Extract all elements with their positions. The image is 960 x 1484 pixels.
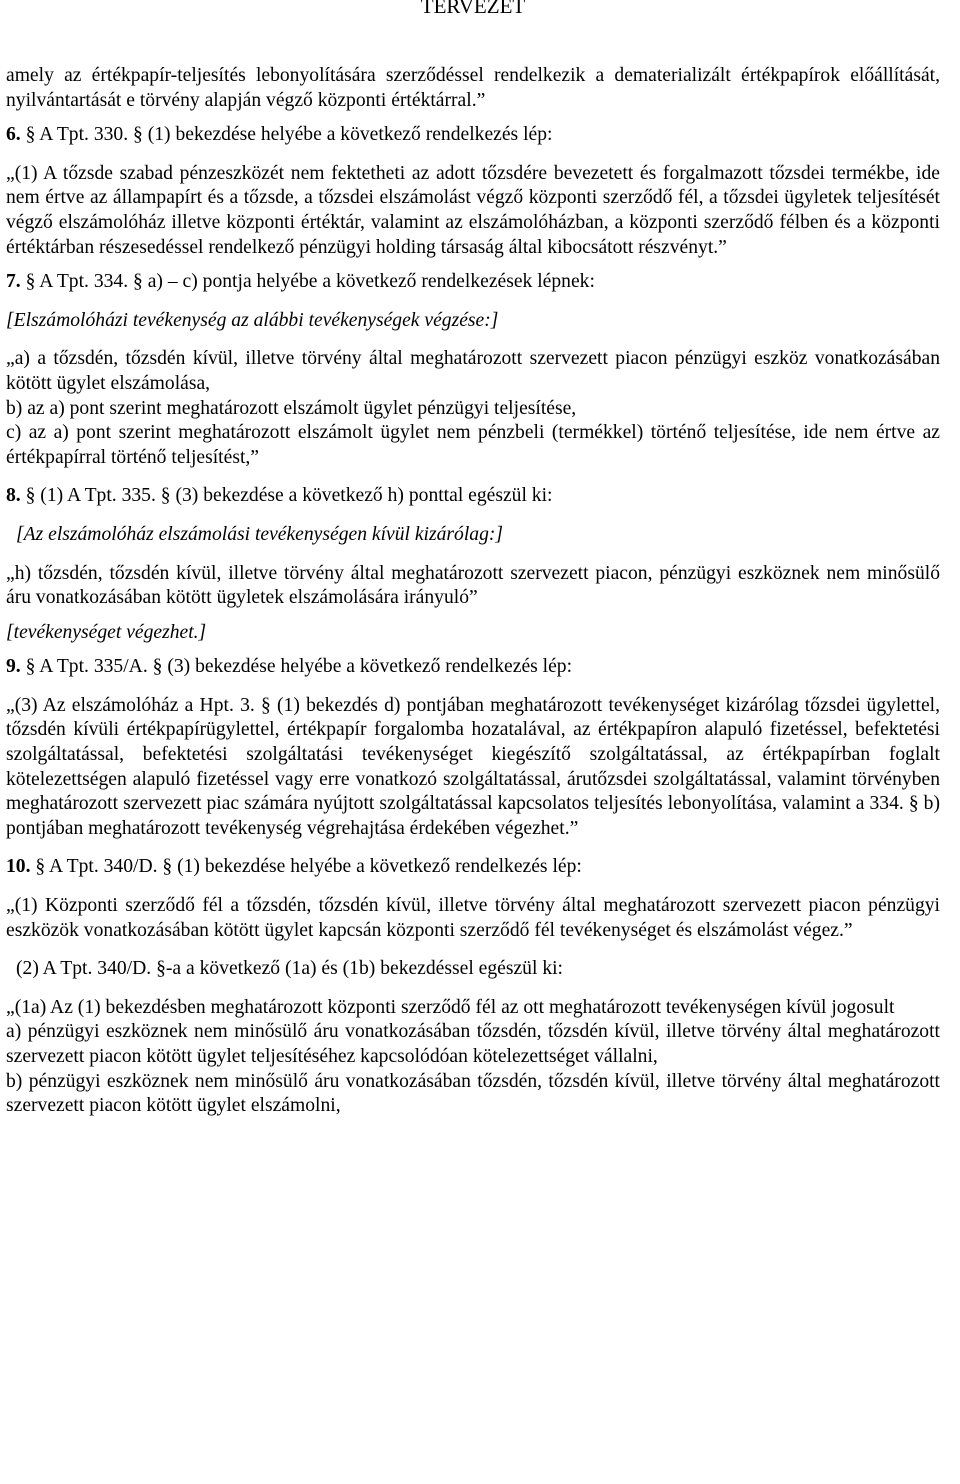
paragraph-section-10-1a: „(1a) Az (1) bekezdésben meghatározott központi szerződő fél az ott meghatározott tevékenységen kívül jogosult <box>6 996 895 1018</box>
italic-preamble: [Az elszámolóház elszámolási tevékenységen kívül kizárólag:] <box>16 523 504 545</box>
italic-preamble: [Elszámolóházi tevékenység az alábbi tevékenységek végzése:] <box>6 309 499 331</box>
section-heading-6 <box>6 123 940 148</box>
draft-header: TERVEZET <box>420 0 526 18</box>
section-number: 10. <box>6 856 31 878</box>
section-heading-text: § A Tpt. 330. § (1) bekezdése helyébe a következő rendelkezés lép: <box>25 124 553 146</box>
section-number: 7. <box>6 271 21 293</box>
paragraph-item-b: b) pénzügyi eszköznek nem minősülő áru vonatkozásában tőzsdén, tőzsdén kívül, illetve törvény által meghatározott szervezett piacon kötött ügylet elszámolni, <box>6 1070 940 1117</box>
paragraph-item-a: „a) a tőzsdén, tőzsdén kívül, illetve törvény által meghatározott szervezett piacon pénzügyi eszköz vonatkozásában kötött ügylet elszámolása, <box>6 348 940 394</box>
section-number: 9. <box>6 656 21 678</box>
section-number: 8. <box>6 485 21 507</box>
paragraph-item-h: „h) tőzsdén, tőzsdén kívül, illetve törvény által meghatározott szervezett piacon, pénzügyi eszköznek nem minősülő áru vonatkozásában kötött ügyletek elszámolására irányuló” <box>6 562 940 609</box>
section-heading-9 <box>6 655 940 680</box>
paragraph-item-c: c) az a) pont szerint meghatározott elszámolt ügylet nem pénzbeli (termékkel) történő teljesítése, ide nem értve az értékpapírral történő teljesítést,” <box>6 422 940 468</box>
section-number: 6. <box>6 124 21 146</box>
paragraph-section-10-1: „(1) Központi szerződő fél a tőzsdén, tőzsdén kívül, illetve törvény által meghatározott szervezett piacon pénzügyi eszközök vonatkozásában kötött ügylet kapcsán központi szerződő fél tevékenységet és elszámolást végez.” <box>6 895 940 941</box>
section-heading-8 <box>6 484 940 509</box>
section-heading-text: § A Tpt. 340/D. § (1) bekezdése helyébe a következő rendelkezés lép: <box>35 856 582 878</box>
italic-closing: [tevékenységet végezhet.] <box>6 621 207 643</box>
section-heading-text: § A Tpt. 335/A. § (3) bekezdése helyébe a következő rendelkezés lép: <box>25 656 573 678</box>
section-heading-10 <box>6 855 940 880</box>
paragraph-section-6: „(1) A tőzsde szabad pénzeszközét nem fektetheti az adott tőzsdére bevezetett és forgalmazott tőzsdei termékbe, ide nem értve az állampapírt és a tőzsde, a tőzsdei elszámolást végző központi szerződő fél, a tőzsdei ügyletek teljesítését végző elszámolóház illetve központi értéktár, valamint az elszámolóházban, a központi szerződő félben és a központi értéktárban részesedéssel rendelkező pénzügyi holding társaság által kibocsátott részvényt.” <box>6 162 940 258</box>
section-heading-text: § (1) A Tpt. 335. § (3) bekezdése a következő h) ponttal egészül ki: <box>25 485 553 507</box>
paragraph-section-9: „(3) Az elszámolóház a Hpt. 3. § (1) bekezdés d) pontjában meghatározott tevékenységet kizárólag tőzsdei ügylettel, tőzsdén kívüli értékpapírügylettel, értékpapír forgalomba hozatalával, az értékpapíron alapuló fizetéssel, befektetési szolgáltatással, befektetési szolgáltatási tevékenységet kiegészítő szolgáltatással, az értékpapírban foglalt kötelezettségen alapuló fizetéssel vagy erre vonatkozó szolgáltatással, árutőzsdei szolgáltatással, valamint törvényben meghatározott szervezett piac számára nyújtott szolgáltatással kapcsolatos teljesítés lebonyolítása, valamint a 334. § b) pontjában meghatározott tevékenység végrehajtása érdekében végezhet.” <box>6 694 940 839</box>
paragraph-item-a: a) pénzügyi eszköznek nem minősülő áru vonatkozásában tőzsdén, tőzsdén kívül, illetve törvény által meghatározott szervezett piacon kötött ügylet teljesítéséhez kapcsolódóan kötelezettséget vállalni, <box>6 1021 940 1067</box>
document-page <box>6 0 940 1119</box>
subsection-heading-2: (2) A Tpt. 340/D. §-a a következő (1a) és (1b) bekezdéssel egészül ki: <box>16 958 563 980</box>
section-heading-7 <box>6 270 940 295</box>
section-heading-text: § A Tpt. 334. § a) – c) pontja helyébe a következő rendelkezések lépnek: <box>25 271 595 293</box>
paragraph-item-b: b) az a) pont szerint meghatározott elszámolt ügylet pénzügyi teljesítése, <box>6 397 577 419</box>
paragraph-intro: amely az értékpapír-teljesítés lebonyolítására szerződéssel rendelkezik a dematerializált értékpapírok előállítását, nyilvántartását e törvény alapján végző központi értéktárral.” <box>6 65 940 111</box>
